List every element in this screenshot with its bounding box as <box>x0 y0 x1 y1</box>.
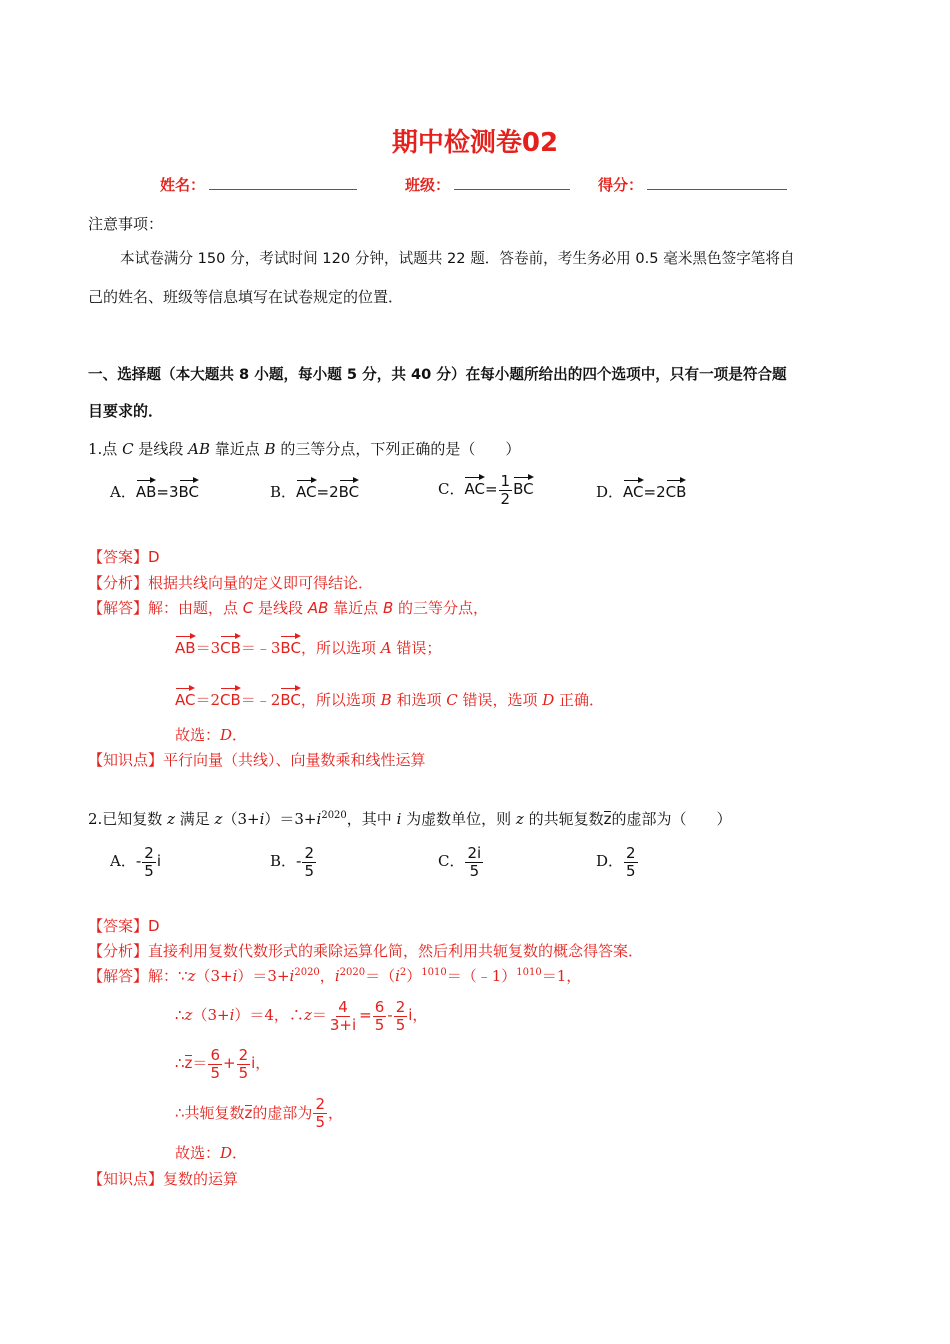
q2-solution-step3: ∴共轭复数z的虚部为 $\frac{2}{5}$ ， <box>175 1095 343 1131</box>
notice-line2: 己的姓名、班级等信息填写在试卷规定的位置． <box>88 288 404 306</box>
q2-option-d[interactable]: D． $\frac{2}{5}$ <box>596 843 636 880</box>
q1-solution-step2: AC＝2CB＝﹣2BC，所以选项 B 和选项 C 错误，选项 D 正确． <box>175 686 604 711</box>
q2-analysis: 【分析】直接利用复数代数形式的乘除运算化简，然后利用共轭复数的概念得答案． <box>88 942 644 960</box>
vector-ab: AB <box>136 478 157 500</box>
q2-choice: 故选：D． <box>175 1144 248 1162</box>
vector-ac: AC <box>296 478 316 500</box>
q1-choice: 故选：D． <box>175 726 248 744</box>
class-blank[interactable] <box>454 175 570 190</box>
vector-bc: BC <box>339 478 360 500</box>
q1-answer: 【答案】D <box>88 548 160 566</box>
score-blank[interactable] <box>647 175 787 190</box>
q2-stem: 2.已知复数 z 满足 $z(3+i)=3+i^{2020}$，其中 i 为虚数单位，则 z 的共轭复数z的虚部为（ ） <box>88 810 732 828</box>
q1-knowledge-point: 【知识点】平行向量（共线）、向量数乘和线性运算 <box>88 751 426 769</box>
q2-knowledge-point: 【知识点】复数的运算 <box>88 1170 239 1188</box>
q2-solution: 【解答】解：$\because z(3+i)=3+i^{2020}$，$i^{2020}=(i^2)^{1010}=(﹣1)^{1010}=1$， <box>88 967 582 985</box>
section1-line2: 目要求的． <box>88 402 164 420</box>
name-field: 姓名： <box>160 174 357 195</box>
q2-option-a[interactable]: A．- $\frac{2}{5}$ i <box>110 843 161 880</box>
fraction-one-half: $\frac{1}{2}$ <box>500 471 511 508</box>
q1-option-a[interactable]: A．AB=3BC <box>110 478 199 503</box>
vector-bc: BC <box>179 478 200 500</box>
vector-cb: CB <box>666 478 687 500</box>
page-title: 期中检测卷02 <box>391 128 559 158</box>
z-conjugate: z <box>603 810 612 828</box>
vector-ac: AC <box>464 475 484 497</box>
name-blank[interactable] <box>209 175 357 190</box>
q1-option-c[interactable]: C．AC= $\frac{1}{2}$ BC <box>438 471 534 508</box>
class-field: 班级： <box>405 174 570 195</box>
q1-analysis: 【分析】根据共线向量的定义即可得结论． <box>88 574 374 592</box>
notice-heading: 注意事项： <box>88 215 164 233</box>
q1-solution-step1: AB＝3CB＝﹣3BC，所以选项 A 错误； <box>175 634 441 659</box>
q1-stem: 1.点 C 是线段 AB 靠近点 B 的三等分点，下列正确的是（ ） <box>88 440 521 458</box>
q2-solution-step2: ∴z＝ $\frac{6}{5}$ + $\frac{2}{5}$ i， <box>175 1045 271 1082</box>
notice-line1: 本试卷满分 150 分，考试时间 120 分钟，试题共 22 题．答卷前，考生务必用 0.5 毫米黑色签字笔将自 <box>120 250 795 267</box>
q1-solution: 【解答】解：由题，点 C 是线段 AB 靠近点 B 的三等分点， <box>88 599 489 617</box>
vector-ac: AC <box>623 478 643 500</box>
vector-bc: BC <box>513 475 534 497</box>
q1-option-d[interactable]: D．AC=2CB <box>596 478 686 503</box>
q2-option-c[interactable]: C． $\frac{2i}{5}$ <box>438 843 482 880</box>
score-field: 得分： <box>598 174 787 195</box>
q1-option-b[interactable]: B．AC=2BC <box>270 478 359 503</box>
q2-answer: 【答案】D <box>88 917 160 935</box>
section1-line1: 一、选择题（本大题共 8 小题，每小题 5 分，共 40 分）在每小题所给出的四个选项中，只有一项是符合题 <box>88 366 787 383</box>
q2-option-b[interactable]: B．- $\frac{2}{5}$ <box>270 843 314 880</box>
q2-solution-step1: ∴z（3+i）＝4，∴z＝ $\frac{4}{3+i}$ = $\frac{6}{5}$ - $\frac{2}{5}$ i， <box>175 997 428 1034</box>
